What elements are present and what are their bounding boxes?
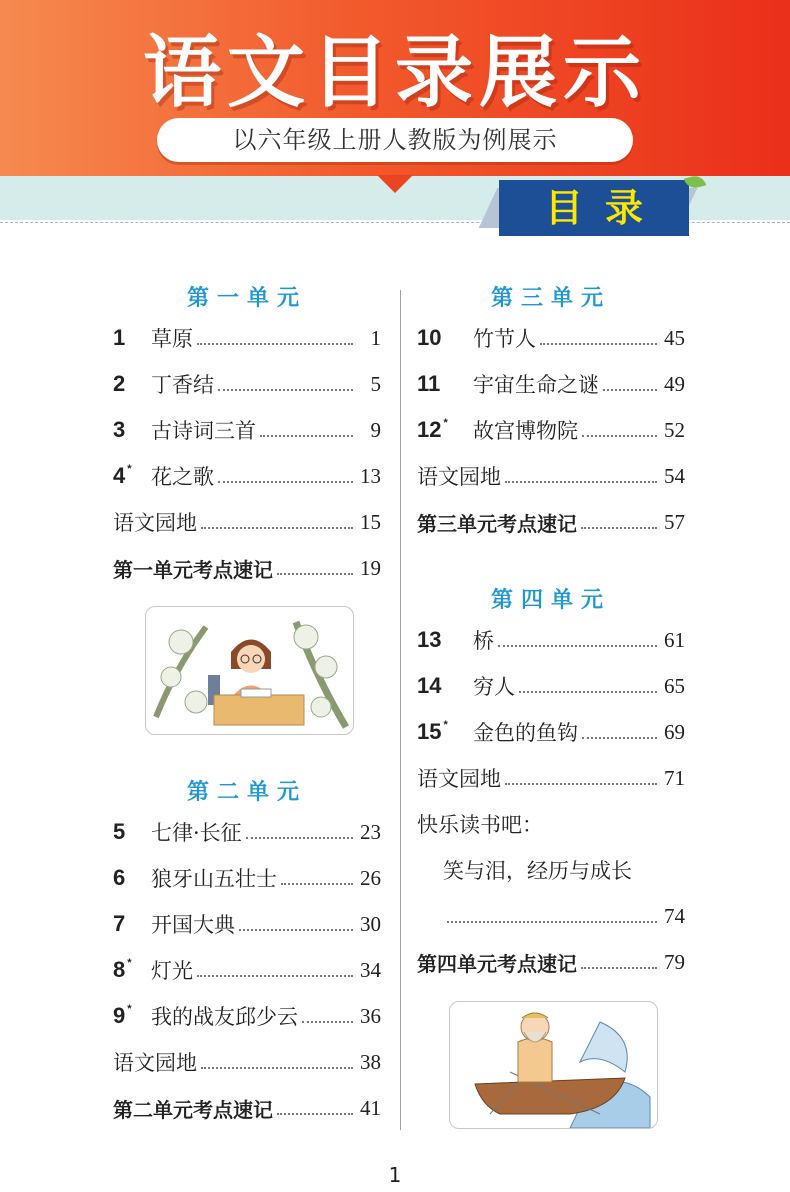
- lesson-number: 13: [417, 627, 442, 652]
- teacher-drawing: [146, 607, 353, 734]
- toc-entry[interactable]: [113, 499, 381, 545]
- lesson-title: 开国大典: [151, 913, 235, 937]
- dot-leader: [582, 737, 657, 739]
- toc-entry[interactable]: [417, 315, 685, 361]
- dot-leader: [201, 1067, 353, 1069]
- lesson-number: 6: [113, 865, 126, 890]
- dot-leader: [239, 929, 353, 931]
- dot-leader: [260, 435, 353, 437]
- dot-leader: [197, 343, 353, 345]
- page-number: 54: [664, 463, 685, 488]
- lesson-number: 2: [113, 371, 126, 396]
- optional-star: *: [127, 957, 132, 969]
- page-number: 13: [360, 463, 381, 488]
- toc-entry[interactable]: [417, 499, 685, 545]
- column-divider: [400, 290, 401, 1130]
- toc-entry[interactable]: [417, 407, 685, 453]
- dot-leader: [197, 975, 353, 977]
- reading-subtitle-row[interactable]: [417, 847, 685, 893]
- toc-entry[interactable]: [113, 407, 381, 453]
- page-number: 74: [664, 903, 685, 928]
- reading-title: 快乐读书吧：: [417, 813, 543, 837]
- page-number: 1: [370, 325, 381, 350]
- toc-entry[interactable]: [113, 453, 381, 499]
- toc-entry[interactable]: [417, 361, 685, 407]
- lesson-number: 3: [113, 417, 126, 442]
- dot-leader: [218, 389, 353, 391]
- toc-entry[interactable]: [417, 939, 685, 985]
- unit-heading: 第四单元: [490, 588, 611, 613]
- lesson-number: 15 *: [417, 719, 448, 744]
- fisherman-drawing: [450, 1002, 657, 1128]
- optional-star: *: [127, 463, 132, 475]
- lesson-number: 14: [417, 673, 442, 698]
- reading-heading[interactable]: [417, 801, 685, 847]
- lesson-number: 4 *: [113, 463, 132, 488]
- page-number: 69: [664, 719, 685, 744]
- dot-leader: [519, 691, 657, 693]
- page-number: 36: [360, 1003, 381, 1028]
- page-number: 61: [664, 627, 685, 652]
- toc-entry[interactable]: [417, 663, 685, 709]
- optional-star: *: [443, 417, 448, 429]
- unit-heading: 第三单元: [490, 286, 611, 311]
- page-title: 语文目录展示: [142, 28, 647, 118]
- optional-star: *: [443, 719, 448, 731]
- toc-entry[interactable]: [113, 901, 381, 947]
- unit-heading: 第一单元: [186, 286, 307, 311]
- lesson-title: 穷人: [473, 675, 515, 699]
- lesson-title: 丁香结: [151, 373, 214, 397]
- teacher-illustration: [145, 606, 354, 735]
- page-number: 5: [370, 371, 381, 396]
- lesson-title: 金色的鱼钩: [473, 721, 578, 745]
- toc-entry[interactable]: [113, 809, 381, 855]
- dot-leader: [281, 883, 353, 885]
- review-title: 第四单元考点速记: [417, 951, 577, 976]
- lesson-number: 12 *: [417, 417, 448, 442]
- lesson-number: 7: [113, 911, 126, 936]
- garden-title: 语文园地: [113, 511, 197, 535]
- page-number: 45: [664, 325, 685, 350]
- lesson-title: 宇宙生命之谜: [473, 373, 599, 397]
- dot-leader: [498, 645, 657, 647]
- review-title: 第三单元考点速记: [417, 511, 577, 536]
- page-number: 79: [664, 949, 685, 974]
- toc-entry[interactable]: [113, 1085, 381, 1131]
- toc-entry[interactable]: [113, 545, 381, 591]
- toc-entry[interactable]: [113, 947, 381, 993]
- page-number-footer: 1: [388, 1163, 402, 1187]
- page-number: 71: [664, 765, 685, 790]
- reading-subtitle: 笑与泪，经历与成长: [443, 859, 632, 883]
- garden-title: 语文园地: [113, 1051, 197, 1075]
- toc-entry[interactable]: [113, 361, 381, 407]
- lesson-title: 草原: [151, 327, 193, 351]
- toc-entry[interactable]: [417, 893, 685, 939]
- page-number: 34: [360, 957, 381, 982]
- lesson-number: 11: [417, 371, 441, 396]
- dot-leader: [201, 527, 353, 529]
- lesson-number: 8 *: [113, 957, 132, 982]
- unit-heading: 第二单元: [186, 780, 307, 805]
- dot-leader: [581, 527, 657, 529]
- dot-leader: [505, 783, 657, 785]
- dot-leader: [447, 921, 657, 923]
- pointer-triangle: [377, 175, 413, 193]
- dot-leader: [277, 1113, 353, 1115]
- lesson-title: 灯光: [151, 959, 193, 983]
- dot-leader: [603, 389, 657, 391]
- page-number: 65: [664, 673, 685, 698]
- lesson-number: 1: [113, 325, 126, 350]
- page-number: 49: [664, 371, 685, 396]
- optional-star: *: [127, 1003, 132, 1015]
- garden-title: 语文园地: [417, 767, 501, 791]
- lesson-title: 七律·长征: [151, 821, 242, 845]
- page-number: 57: [664, 509, 685, 534]
- lesson-title: 花之歌: [151, 465, 214, 489]
- lesson-title: 狼牙山五壮士: [151, 867, 277, 891]
- toc-entry[interactable]: [417, 755, 685, 801]
- page-number: 30: [360, 911, 381, 936]
- lesson-number: 5: [113, 819, 126, 844]
- lesson-title: 桥: [473, 629, 494, 653]
- lesson-title: 古诗词三首: [151, 419, 256, 443]
- review-title: 第二单元考点速记: [113, 1097, 273, 1122]
- page-number: 15: [360, 509, 381, 534]
- right-column: [417, 283, 685, 985]
- page-number: 9: [370, 417, 381, 442]
- contents-tab: 目录: [499, 180, 689, 236]
- dot-leader: [218, 481, 353, 483]
- toc-entry[interactable]: [113, 993, 381, 1039]
- page-number: 41: [360, 1095, 381, 1120]
- unit-spacer: [417, 545, 685, 585]
- page-number: 23: [360, 819, 381, 844]
- page-number: 26: [360, 865, 381, 890]
- toc-entry[interactable]: [113, 315, 381, 361]
- garden-title: 语文园地: [417, 465, 501, 489]
- review-title: 第一单元考点速记: [113, 557, 273, 582]
- lesson-number: 9 *: [113, 1003, 132, 1028]
- dot-leader: [582, 435, 657, 437]
- subtitle-pill: 以六年级上册人教版为例展示: [157, 118, 633, 162]
- dot-leader: [246, 837, 353, 839]
- page-number: 52: [664, 417, 685, 442]
- dot-leader: [540, 343, 657, 345]
- toc-entry[interactable]: [417, 453, 685, 499]
- fisherman-illustration: [449, 1001, 658, 1129]
- toc-entry[interactable]: [113, 855, 381, 901]
- lesson-title: 故宫博物院: [473, 419, 578, 443]
- dot-leader: [505, 481, 657, 483]
- dot-leader: [581, 967, 657, 969]
- lesson-title: 竹节人: [473, 327, 536, 351]
- toc-entry[interactable]: [417, 617, 685, 663]
- page-number: 19: [360, 555, 381, 580]
- lesson-number: 10: [417, 325, 442, 350]
- dot-leader: [302, 1021, 353, 1023]
- toc-entry[interactable]: [113, 1039, 381, 1085]
- lesson-title: 我的战友邱少云: [151, 1005, 298, 1029]
- page-number: 38: [360, 1049, 381, 1074]
- dot-leader: [277, 573, 353, 575]
- toc-entry[interactable]: [417, 709, 685, 755]
